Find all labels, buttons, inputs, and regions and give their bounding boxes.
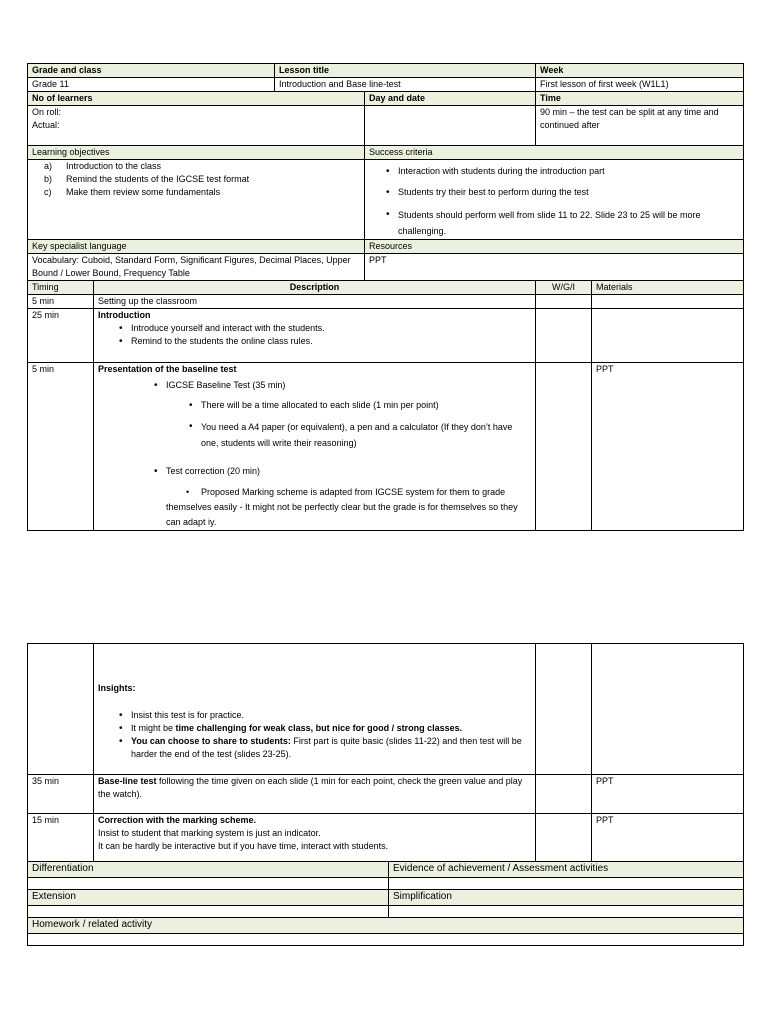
evidence-label: Evidence of achievement / Assessment activities [389,862,744,878]
correction-detail: • Proposed Marking scheme is adapted from IGCSE system for them to grade themselves easily - It might not be perfectly clear but the grade is for themselves so they can adapt iy. [166,487,518,527]
extension-label: Extension [28,890,389,906]
row-description [94,644,536,775]
insight-item: • It might be time challenging for weak class, but nice for good / strong classes. [116,722,531,735]
week-label: Week [536,64,744,78]
differentiation-label: Differentiation [28,862,389,878]
objectives-list [28,160,365,240]
row-timing [28,644,94,775]
row-description [94,309,536,363]
correction-line: Insist to student that marking system is just an indicator. [98,828,321,838]
simplification-label: Simplification [389,890,744,906]
lesson-title-label: Lesson title [275,64,536,78]
intro-title: Introduction [98,310,151,320]
row-description: Setting up the classroom [94,295,536,309]
materials-header: Materials [592,281,744,295]
on-roll: On roll: [32,107,62,117]
day-date-label: Day and date [365,92,536,106]
simplification-value [389,906,744,918]
resources-value: PPT [365,254,744,281]
baseline-title: Presentation of the baseline test [98,364,237,374]
objective-item: a) Introduction to the class [44,161,162,171]
row-wgi [536,814,592,862]
learners-label: No of learners [28,92,365,106]
language-value: Vocabulary: Cuboid, Standard Form, Significant Figures, Decimal Places, Upper Bound / Lower Bound, Frequency Table [28,254,365,281]
correction-line: It can be hardly be interactive but if you have time, interact with students. [98,841,389,851]
row-materials [592,309,744,363]
language-label: Key specialist language [28,240,365,254]
objective-item: b) Remind the students of the IGCSE test format [44,174,250,184]
success-item: • Interaction with students during the introduction part [383,165,739,178]
row-timing: 25 min [28,309,94,363]
actual: Actual: [32,120,60,130]
intro-bullet: • Introduce yourself and interact with the students. [116,322,531,335]
row-timing: 15 min [28,814,94,862]
insight-item: • Insist this test is for practice. [116,709,531,722]
row-materials: PPT [592,775,744,814]
row-timing: 35 min [28,775,94,814]
wgi-header: W/G/I [536,281,592,295]
differentiation-value [28,878,389,890]
homework-value [28,934,744,946]
intro-bullet: • Remind to the students the online class rules. [116,335,531,348]
row-timing: 5 min [28,295,94,309]
grade-label: Grade and class [28,64,275,78]
success-item: • Students try their best to perform during the test [383,186,739,199]
row-description [94,363,536,531]
description-header: Description [94,281,536,295]
correction-bullet: • Test correction (20 min) [151,465,531,478]
insights-title: Insights: [98,683,136,693]
success-item: • Students should perform well from slide 11 to 22. Slide 23 to 25 will be more challenging. [383,207,739,239]
insight-item: • You can choose to share to students: First part is quite basic (slides 11-22) and then test will be harder the end of the test (slides 23-25). [116,735,531,761]
row-wgi [536,775,592,814]
grade-value: Grade 11 [28,78,275,92]
homework-label: Homework / related activity [28,918,744,934]
baseline-subbullet: • You need a A4 paper (or equivalent), a pen and a calculator (If they don’t have one, students will write their reasoning) [186,419,531,451]
timing-header: Timing [28,281,94,295]
row-materials: PPT [592,363,744,531]
row-materials [592,295,744,309]
baseline-bullet: • IGCSE Baseline Test (35 min) [151,379,531,392]
lesson-title-value: Introduction and Base line-test [275,78,536,92]
week-value: First lesson of first week (W1L1) [536,78,744,92]
row-description: Base-line test following the time given on each slide (1 min for each point, check the green value and play the watch). [94,775,536,814]
objectives-label: Learning objectives [28,146,365,160]
success-label: Success criteria [365,146,744,160]
learners-value [28,106,365,146]
time-label: Time [536,92,744,106]
success-list [365,160,744,240]
correction-title: Correction with the marking scheme. [98,815,257,825]
row-timing: 5 min [28,363,94,531]
row-materials [592,644,744,775]
row-description [94,814,536,862]
lesson-plan-header-table [27,63,744,531]
row-wgi [536,644,592,775]
row-wgi [536,363,592,531]
lesson-plan-continued-table [27,643,744,946]
row-materials: PPT [592,814,744,862]
objective-item: c) Make them review some fundamentals [44,187,221,197]
row-wgi [536,295,592,309]
extension-value [28,906,389,918]
row-wgi [536,309,592,363]
time-value: 90 min – the test can be split at any time and continued after [536,106,744,146]
resources-label: Resources [365,240,744,254]
baseline-subbullet: • There will be a time allocated to each slide (1 min per point) [186,399,531,412]
evidence-value [389,878,744,890]
day-date-value [365,106,536,146]
